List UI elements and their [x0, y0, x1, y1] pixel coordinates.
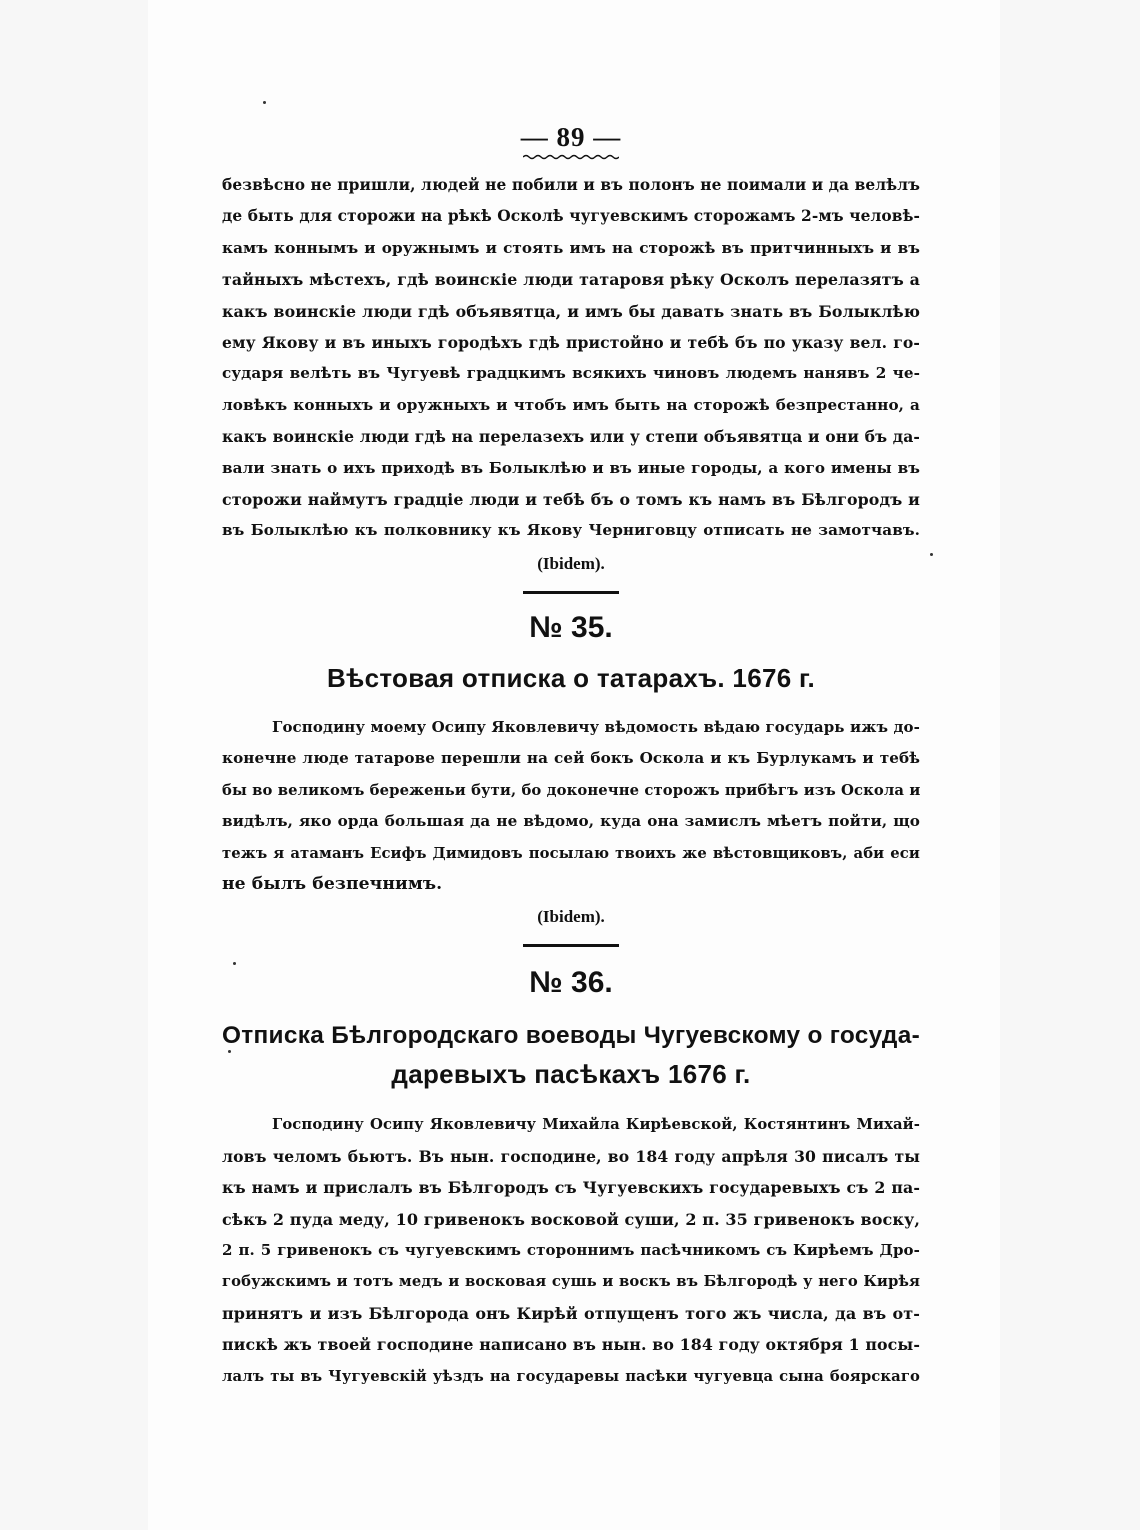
text-line: лалъ ты въ Чугуевскій уѣздъ на государевы пасѣки чугуевца сына боярскаго — [222, 1367, 920, 1385]
text-line: 2 п. 5 гривенокъ съ чугуевскимъ стороннимъ пасѣчникомъ съ Кирѣемъ Дро- — [222, 1240, 920, 1259]
text-line: ловѣкъ конныхъ и оружныхъ и чтобъ имъ быть на сторожѣ безпрестанно, а — [222, 395, 920, 414]
text-line: конечне люде татарове перешли на сей бокъ Оскола и къ Бурлукамъ и тебѣ — [222, 749, 920, 768]
text-line: Господину моему Осипу Яковлевичу вѣдомость вѣдаю государь ижъ до- — [272, 717, 920, 736]
title-line: Отписка Бѣлгородскаго воеводы Чугуевскому о госуда- — [222, 1022, 920, 1050]
document-body — [222, 1109, 920, 1392]
document-title: Вѣстовая отписка о татарахъ. 1676 г. — [326, 662, 816, 693]
section-divider — [523, 944, 619, 947]
print-speck — [263, 101, 266, 104]
text-line: не былъ безпечнимъ. — [222, 873, 443, 894]
text-line: бы во великомъ береженьи бути, бо доконечне сторожъ прибѣгъ изъ Оскола и — [222, 781, 921, 799]
text-column — [222, 118, 920, 1392]
document-body — [222, 712, 920, 900]
text-line: видѣлъ, яко орда большая да не вѣдомо, куда она замислъ мѣетъ пойти, що — [222, 812, 920, 831]
section-divider — [523, 591, 619, 594]
text-line: ему Якову и въ иныхъ городѣхъ гдѣ пристойно и тебѣ бъ по указу вел. го- — [222, 333, 920, 353]
document-number: № 35. — [529, 610, 613, 644]
page-number: — 89 — — [520, 122, 622, 152]
text-line: принятъ и изъ Бѣлгорода онъ Кирѣй отпущенъ того жъ числа, да въ от- — [222, 1303, 920, 1323]
continuation-paragraph — [222, 170, 920, 547]
print-speck — [930, 553, 933, 556]
text-line: пискѣ жъ твоей господине написано въ нын. во 184 году октября 1 посы- — [222, 1335, 920, 1355]
text-line: какъ воинскіе люди гдѣ объявятца, и имъ бы давать знать въ Болыклѣю — [222, 301, 920, 321]
text-line: де быть для сторожи на рѣкѣ Осколѣ чугуевскимъ сторожамъ 2-мъ человѣ- — [222, 207, 920, 226]
text-line: камъ коннымъ и оружнымъ и стоять имъ на сторожѣ въ притчинныхъ и въ — [222, 238, 920, 257]
text-line: гобужскимъ и тотъ медъ и восковая сушь и воскъ въ Бѣлгородѣ у него Кирѣя — [222, 1273, 920, 1291]
text-line: Господину Осипу Яковлевичу Михайла Кирѣевской, Костянтинъ Михай- — [272, 1116, 920, 1134]
title-line: даревыхъ пасѣкахъ 1676 г. — [391, 1059, 751, 1090]
text-line: ловъ челомъ бьютъ. Въ нын. господине, во 184 году апрѣля 30 писалъ ты — [222, 1146, 920, 1166]
source-citation: (Ibidem). — [537, 553, 605, 573]
text-line: тежъ я атаманъ Есифъ Димидовъ посылаю твоихъ же вѣстовщиковъ, аби еси — [222, 844, 920, 862]
text-line: сѣкъ 2 пуда меду, 10 гривенокъ восковой суши, 2 п. 35 гривенокъ воску, — [222, 1209, 920, 1229]
text-line: безвѣсно не пришли, людей не побили и въ полонъ не поимали и да велѣлъ — [222, 176, 920, 194]
text-line: къ намъ и прислалъ въ Бѣлгородъ съ Чугуевскихъ государевыхъ съ 2 па- — [222, 1178, 920, 1198]
document-title — [222, 1017, 920, 1093]
text-line: вали знать о ихъ приходѣ въ Болыклѣю и въ иные городы, а кого имены въ — [222, 458, 920, 477]
text-line: какъ воинскіе люди гдѣ на перелазехъ или у степи объявятца и они бъ да- — [222, 427, 920, 447]
text-line: сторожи наймутъ градціе люди и тебѣ бъ о томъ къ намъ въ Бѣлгородъ и — [222, 490, 920, 510]
text-line: тайныхъ мѣстехъ, гдѣ воинскіе люди татаровя рѣку Осколъ перелазятъ а — [222, 270, 920, 290]
source-citation: (Ibidem). — [537, 907, 605, 927]
text-line: въ Болыклѣю къ полковнику къ Якову Черниговцу отписать не замотчавъ. — [222, 521, 920, 540]
text-line: сударя велѣть въ Чугуевѣ градцкимъ всякихъ чиновъ людемъ нанявъ 2 че- — [222, 364, 920, 383]
document-number: № 36. — [529, 966, 613, 1000]
